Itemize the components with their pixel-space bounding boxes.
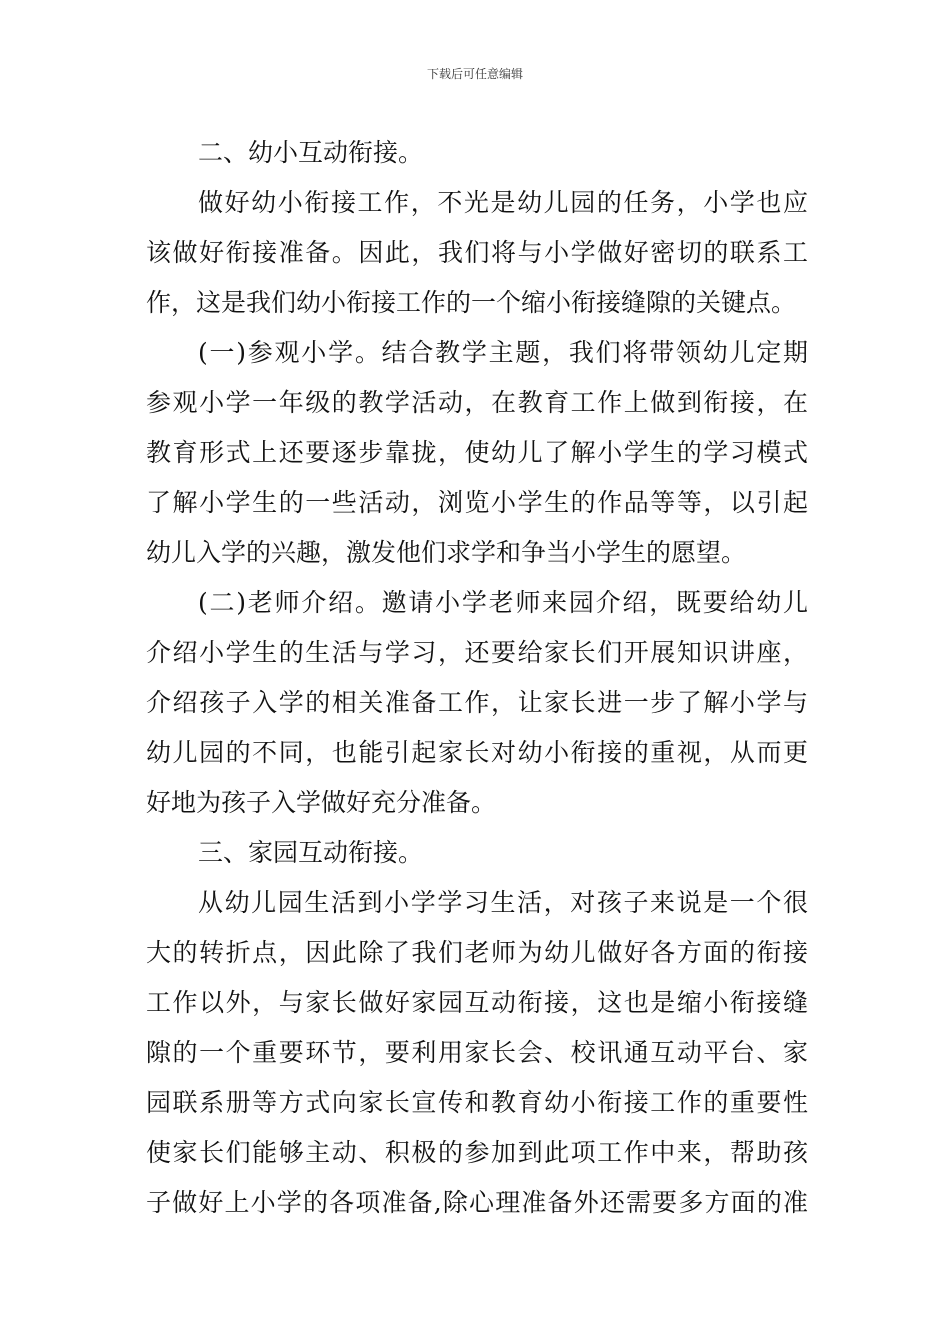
text-line: 作，这是我们幼小衔接工作的一个缩小衔接缝隙的关键点。 [146,288,797,317]
body-text [146,128,808,1228]
text-line: 该做好衔接准备。因此，我们将与小学做好密切的联系工 [146,238,808,267]
section-heading: 二、幼小互动衔接。 [198,138,424,167]
text-line: 参观小学一年级的教学活动，在教育工作上做到衔接，在 [146,388,808,417]
text-line: 幼儿园的不同，也能引起家长对幼小衔接的重视，从而更 [146,738,808,767]
text-line: 园联系册等方式向家长宣传和教育幼小衔接工作的重要性 [146,1088,808,1117]
text-line: 子做好上小学的各项准备,除心理准备外还需要多方面的准 [146,1188,808,1217]
text-line: 大的转折点，因此除了我们老师为幼儿做好各方面的衔接 [146,938,808,967]
text-line: 好地为孩子入学做好充分准备。 [146,788,497,817]
text-line: 工作以外，与家长做好家园互动衔接，这也是缩小衔接缝 [146,988,808,1017]
text-line: 介绍小学生的生活与学习，还要给家长们开展知识讲座， [146,638,808,667]
text-line: 从幼儿园生活到小学学习生活，对孩子来说是一个很 [198,888,808,917]
text-line: 使家长们能够主动、积极的参加到此项工作中来，帮助孩 [146,1138,808,1167]
text-line: 隙的一个重要环节，要利用家长会、校讯通互动平台、家 [146,1038,808,1067]
text-line: (二)老师介绍。邀请小学老师来园介绍，既要给幼儿 [198,588,808,617]
page-header: 下载后可任意编辑 [426,67,523,81]
text-line: 教育形式上还要逐步靠拢，使幼儿了解小学生的学习模式 [146,438,808,467]
section-heading: 三、家园互动衔接。 [198,838,424,867]
text-line: (一)参观小学。结合教学主题，我们将带领幼儿定期 [198,338,808,367]
text-line: 做好幼小衔接工作，不光是幼儿园的任务，小学也应 [198,188,808,217]
text-line: 幼儿入学的兴趣，激发他们求学和争当小学生的愿望。 [146,538,747,567]
text-line: 了解小学生的一些活动，浏览小学生的作品等等，以引起 [146,488,808,517]
text-line: 介绍孩子入学的相关准备工作，让家长进一步了解小学与 [146,688,808,717]
